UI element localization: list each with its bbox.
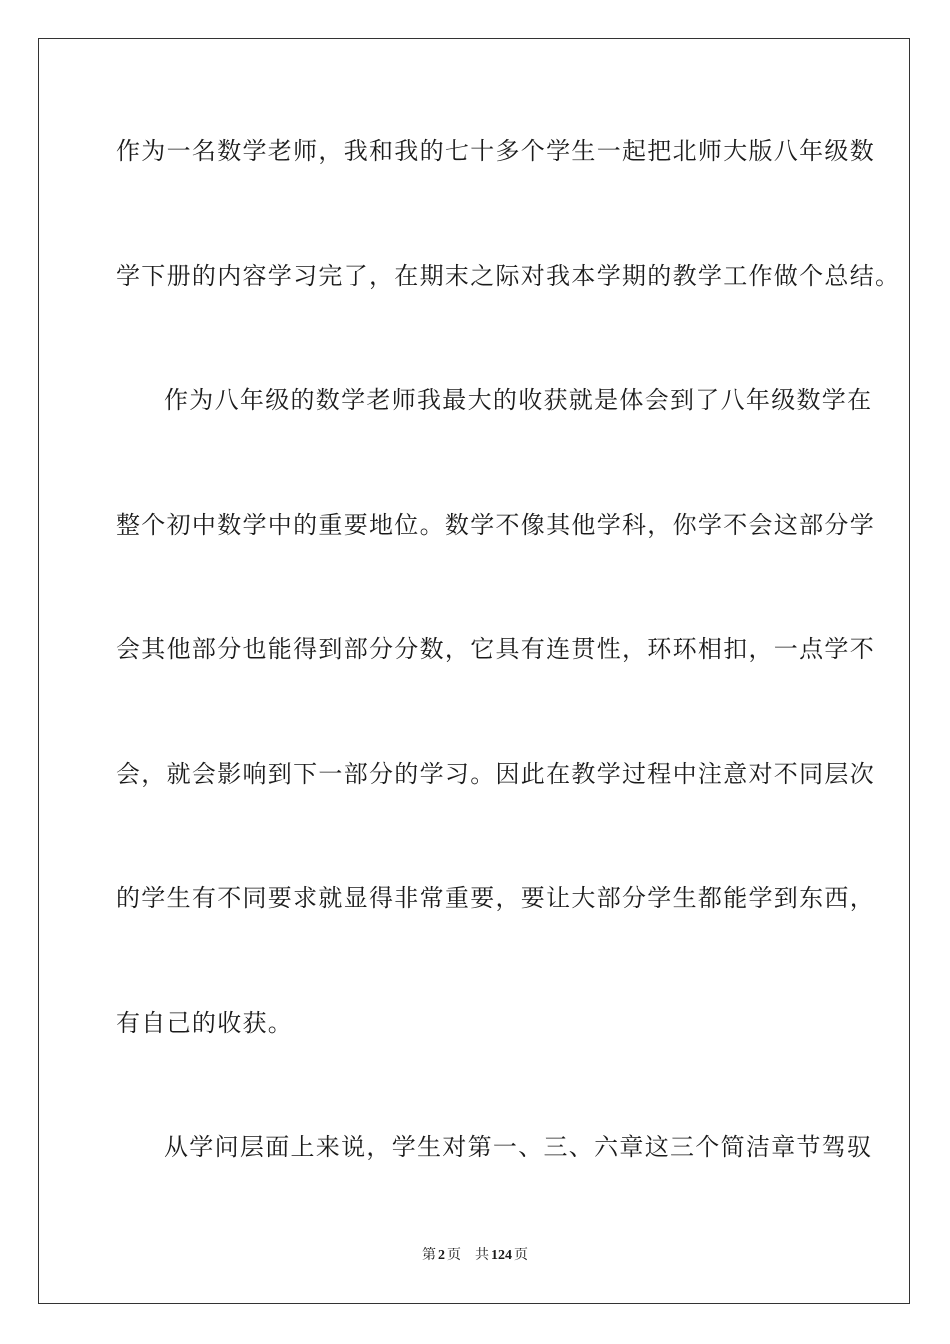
- total-suffix: 页: [514, 1248, 528, 1263]
- paragraph-line: 作为八年级的数学老师我最大的收获就是体会到了八年级数学在: [164, 386, 873, 414]
- page-border: [38, 38, 910, 1304]
- paragraph-line: 会其他部分也能得到部分分数，它具有连贯性，环环相扣，一点学不: [116, 635, 875, 663]
- paragraph-line: 的学生有不同要求就显得非常重要，要让大部分学生都能学到东西，: [116, 884, 875, 912]
- paragraph-line: 从学问层面上来说，学生对第一、三、六章这三个简洁章节驾驭: [164, 1133, 873, 1161]
- total-pages: 124: [491, 1248, 512, 1263]
- page-suffix: 页: [447, 1248, 461, 1263]
- paragraph-line: 整个初中数学中的重要地位。数学不像其他学科，你学不会这部分学: [116, 511, 875, 539]
- paragraph-line: 学下册的内容学习完了，在期末之际对我本学期的教学工作做个总结。: [116, 262, 901, 290]
- paragraph-line: 作为一名数学老师，我和我的七十多个学生一起把北师大版八年级数: [116, 137, 875, 165]
- paragraph-line: 会，就会影响到下一部分的学习。因此在教学过程中注意对不同层次: [116, 760, 875, 788]
- total-prefix: 共: [475, 1248, 489, 1263]
- page-number: 2: [438, 1248, 445, 1263]
- paragraph-line: 有自己的收获。: [116, 1009, 294, 1037]
- page-prefix: 第: [422, 1248, 436, 1263]
- page-footer: [0, 1246, 950, 1266]
